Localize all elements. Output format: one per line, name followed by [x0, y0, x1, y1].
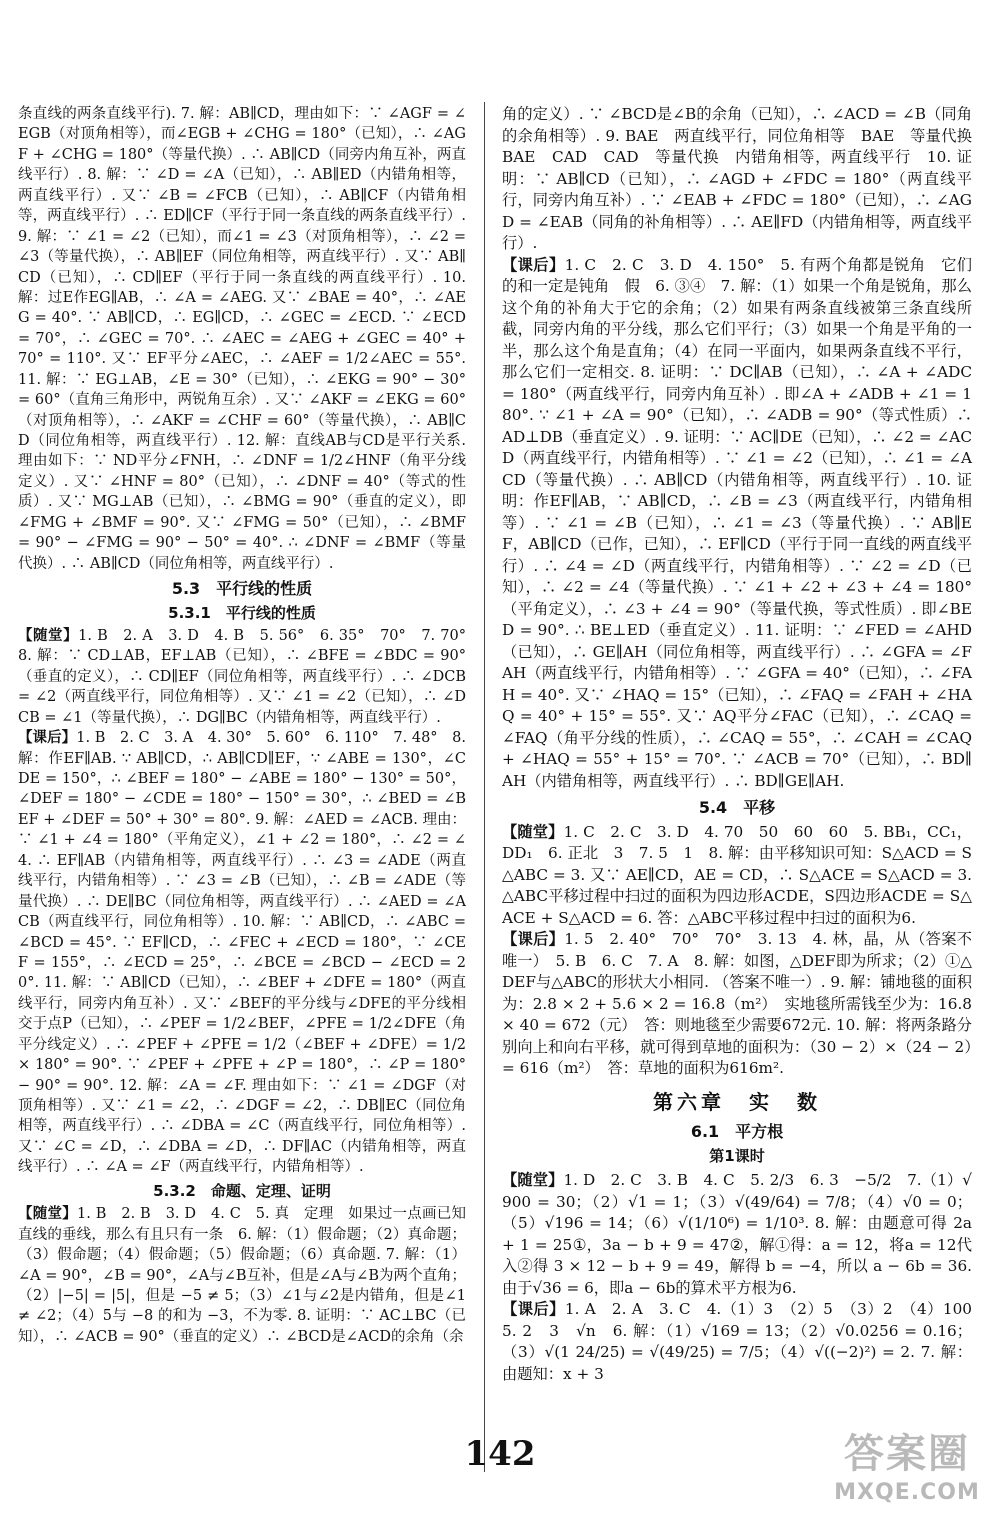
answer-paragraph [502, 822, 972, 930]
answer-paragraph [502, 1170, 972, 1299]
page-number: 142 [464, 1434, 536, 1474]
section-heading: 5.4 平移 [698, 798, 776, 817]
practice-tag: 【随堂】 [18, 627, 79, 644]
section-heading: 6.1 平方根 [690, 1122, 784, 1141]
answer-text: 1. A 2. A 3. C 4.（1）3 （2）5 （3）2 （4）100 5. 2 3 √n 6. 解：（1）√169 = 13；（2）√0.0256 = 0.16；（3）√(1 24/25) = √(49/25) = 7/5；（4）√((−2)²) = 2. 7. 解：由题知：x + 3 [502, 1300, 988, 1383]
answer-paragraph [502, 1299, 988, 1385]
watermark-logo [828, 1428, 986, 1516]
answer-text: 1. B 2. A 3. D 4. B 5. 56° 6. 35° 70° 7. 70° 8. 解：∵ CD⊥AB，EF⊥AB（已知），∴ ∠BFE = ∠BDC = 90°（垂直的定义），∴ CD∥EF（同位角相等，两直线平行）. ∴ ∠DCB = ∠2（两直线平行，同位角相等）. 又∵ ∠1 = ∠2（已知），∴ ∠DCB = ∠1（等量代换），∴ DG∥BC（内错角相等，两直线平行）. [18, 627, 481, 726]
answer-paragraph [502, 929, 972, 1080]
subsection-heading: 5.3.1 平行线的性质 [168, 603, 316, 622]
answer-paragraph [502, 255, 972, 793]
answer-paragraph [18, 626, 481, 728]
answer-text: 1. C 2. C 3. D 4. 150° 5. 有两个角都是锐角 它们的和一定是钝角 假 6. ③④ 7. 解：（1）如果一个角是锐角，那么这个角的补角大于它的余角；（2）如果有两条直线被第三条直线所截，同旁内角的平分线，那么它们平行；（3）如果一个角是平角的一半，那么这个角是直角；（4）在同一平面内，如果两条直线不平行，那么它们一定相交. 8. 证明：∵ DC∥AB（已知），∴ ∠A + ∠ADC = 180°（两直线平行，同旁内角互补）. 即∠A + ∠ADB + ∠1 = 180°. ∵ ∠1 + ∠A = 90°（已知），∴ ∠ADB = 90°（等式性质）∴ AD⊥DB（垂直定义）. 9. 证明：∵ AC∥DE（已知），∴ ∠2 = ∠ACD（两直线平行，内错角相等）. ∵ ∠1 = ∠2（已知），∴ ∠1 = ∠ACD（等量代换）. ∴ AB∥CD（内错角相等，两直线平行）. 10. 证明：作EF∥AB，∵ AB∥CD，∴ ∠B = ∠3（两直线平行，内错角相等）. ∵ ∠1 = ∠B（已知），∴ ∠1 = ∠3（等量代换）. ∵ AB∥EF，AB∥CD（已作，已知），∴ EF∥CD（平行于同一直线的两直线平行）. ∴ ∠4 = ∠D（两直线平行，内错角相等）. ∵ ∠2 = ∠D（已知），∴ ∠2 = ∠4（等量代换）. ∵ ∠1 + ∠2 + ∠3 + ∠4 = 180°（平角定义），∴ ∠3 + ∠4 = 90°（等量代换，等式性质）. 即∠BED = 90°. ∴ BE⊥ED（垂直定义）. 11. 证明：∵ ∠FED = ∠AHD（已知），∴ GE∥AH（同位角相等，两直线平行）. ∴ ∠GFA = ∠FAH（两直线平行，内错角相等）. ∵ ∠GFA = 40°（已知），∴ ∠FAH = 40°. 又∵ ∠HAQ = 15°（已知），∴ ∠FAQ = ∠FAH + ∠HAQ = 40° + 15° = 55°. 又∵ AQ平分∠FAC（已知），∴ ∠CAQ = ∠FAQ（角平分线的性质），∴ ∠CAQ = 55°，∴ ∠CAH = ∠CAQ + ∠HAQ = 55° + 15° = 70°. ∵ ∠ACB = 70°（已知），∴ BD∥AH（内错角相等，两直线平行）. ∴ BD∥GE∥AH. [502, 255, 972, 790]
answer-text: 1. D 2. C 3. B 4. C 5. 2/3 6. 3 −5/2 7.（1）√900 = 30；（2）√1 = 1；（3）√(49/64) = 7/8；（4）√0 = 0；（5）√196 = 14；（6）√(1/10⁶) = 1/10³. 8. 解：由题意可得 2a + 1 = 25①，3a − b + 9 = 47②，解①得：a = 12，将a = 12代入②得 3 × 12 − b + 9 = 49，解得 b = −4，所以 a − 6b = 36. 由于√36 = 6，即a − 6b的算术平方根为6. [502, 1171, 972, 1297]
answer-text: 1. B 2. B 3. D 4. C 5. 真 定理 如果过一点画已知直线的垂线，那么有且只有一条 6. 解：（1）假命题；（2）真命题；（3）假命题；（4）假命题；（5）假命题；（6）真命题. 7. 解：（1）∠A = 90°，∠B = 90°，∠A与∠B互补，但是∠A与∠B为两个直角；（2）|−5| = |5|，但是 −5 ≠ 5；（3）∠1与∠2是内错角，但是∠1 ≠ ∠2；（4）5与 −8 的和为 −3，不为零. 8. 证明：∵ AC⊥BC（已知），∴ ∠ACB = 90°（垂直的定义）∴ ∠BCD是∠ACD的余角（余 [18, 1206, 466, 1345]
chapter-title: 第六章 实 数 [653, 1089, 821, 1114]
section-heading: 5.3 平行线的性质 [171, 579, 313, 599]
answer-text: 1. B 2. C 3. A 4. 30° 5. 60° 6. 110° 7. 48° 8. 解：作EF∥AB. ∵ AB∥CD，∴ AB∥CD∥EF，∵ ∠ABE = 130°，∠CDE = 150°，∴ ∠BEF = 180° − ∠ABE = 180° − 130° = 50°，∠DEF = 180° − ∠CDE = 180° − 150° = 30°，∴ ∠BED = ∠BEF + ∠DEF = 50° + 30° = 80°. 9. 解：∠AED = ∠ACB. 理由：∵ ∠1 + ∠4 = 180°（平角定义），∠1 + ∠2 = 180°，∴ ∠2 = ∠4. ∴ EF∥AB（内错角相等，两直线平行）. ∴ ∠3 = ∠ADE（两直线平行，内错角相等）. ∵ ∠3 = ∠B（已知），∴ ∠B = ∠ADE（等量代换）. ∴ DE∥BC（同位角相等，两直线平行）. ∴ ∠AED = ∠ACB（两直线平行，同位角相等）. 10. 解：∵ AB∥CD，∴ ∠ABC = ∠BCD = 45°. ∵ EF∥CD，∴ ∠FEC + ∠ECD = 180°，∵ ∠CEF = 155°，∴ ∠ECD = 25°，∴ ∠BCE = ∠BCD − ∠ECD = 20°. 11. 解：∵ AB∥CD（已知），∴ ∠BEF + ∠DFE = 180°（两直线平行，同旁内角互补）. 又∵ ∠BEF的平分线与∠DFE的平分线相交于点P（已知），∴ ∠PEF = 1/2∠BEF，∠PFE = 1/2∠DFE（角平分线定义）. ∴ ∠PEF + ∠PFE = 1/2（∠BEF + ∠DFE）= 1/2 × 180° = 90°. ∵ ∠PEF + ∠PFE + ∠P = 180°，∴ ∠P = 180° − 90° = 90°. 12. 解：∠A = ∠F. 理由如下：∵ ∠1 = ∠DGF（对顶角相等）. 又∵ ∠1 = ∠2，∴ ∠DGF = ∠2，∴ DB∥EC（同位角相等，两直线平行）. ∴ ∠DBA = ∠C（两直线平行，同位角相等）. 又∵ ∠C = ∠D，∴ ∠DBA = ∠D，∴ DF∥AC（内错角相等，两直线平行）. ∴ ∠A = ∠F（两直线平行，内错角相等）. [18, 730, 466, 1176]
practice-tag: 【随堂】 [18, 1206, 77, 1223]
practice-tag: 【随堂】 [502, 822, 564, 841]
watermark-logo-text: 答案圈 [844, 1431, 970, 1477]
homework-tag: 【课后】 [502, 930, 565, 948]
answer-paragraph [18, 1204, 466, 1347]
watermark-url: MXQE.COM [834, 1480, 980, 1505]
practice-tag: 【随堂】 [502, 1171, 564, 1189]
answer-text: 1. C 2. C 3. D 4. 70 50 60 60 5. BB₁，CC₁，DD₁ 6. 正北 3 7. 5 1 8. 解：由平移知识可知：S△ACD = S△ABC = 3. 又∵ AE∥CD，AE = CD，∴ S△ACE = S△ACD = 3. △ABC平移过程中扫过的面积为四边形ACDE，S四边形ACDE = S△ACE + S△ACD = 6. 答：△ABC平移过程中扫过的面积为6. [502, 822, 973, 927]
lesson-heading: 第1课时 [709, 1146, 765, 1165]
homework-tag: 【课后】 [502, 1300, 565, 1318]
answer-paragraph: 条直线的两条直线平行). 7. 解：AB∥CD，理由如下：∵ ∠AGF = ∠EGB（对顶角相等），而∠EGB + ∠CHG = 180°（已知），∴ ∠AGF + ∠CHG = 180°（等量代换）. ∴ AB∥CD（同旁内角互补，两直线平行）. 8. 解：∵ ∠D = ∠A（已知），∴ AB∥ED（内错角相等，两直线平行）. 又∵ ∠B = ∠FCB（已知），∴ AB∥CF（内错角相等，两直线平行）. ∴ ED∥CF（平行于同一条直线的两条直线平行）. 9. 解：∵ ∠1 = ∠2（已知），而∠1 = ∠3（对顶角相等），∴ ∠2 = ∠3（等量代换），∴ AB∥EF（同位角相等，两直线平行）. 又∵ AB∥CD（已知），∴ CD∥EF（平行于同一条直线的两直线平行）. 10. 解：过E作EG∥AB，∴ ∠A = ∠AEG. 又∵ ∠BAE = 40°，∴ ∠AEG = 40°. ∵ AB∥CD，∴ EG∥CD，∴ ∠GEC = ∠ECD. ∵ ∠ECD = 70°，∴ ∠GEC = 70°. ∴ ∠AEC = ∠AEG + ∠GEC = 40° + 70° = 110°. 又∵ EF平分∠AEC，∴ ∠AEF = 1/2∠AEC = 55°. 11. 解：∵ EG⊥AB，∠E = 30°（已知），∴ ∠EKG = 90° − 30° = 60°（直角三角形中，两锐角互余）. 又∵ ∠AKF = ∠EKG = 60°（对顶角相等），∴ ∠AKF = ∠CHF = 60°（等量代换），∴ AB∥CD（同位角相等，两直线平行）. 12. 解：直线AB与CD是平行关系. 理由如下：∵ ND平分∠FNH，∴ ∠DNF = 1/2∠HNF（角平分线定义）. 又∵ ∠HNF = 80°（已知），∴ ∠DNF = 40°（等式的性质）. 又∵ MG⊥AB（已知），∴ ∠BMG = 90°（垂直的定义），即∠FMG + ∠BMF = 90°. 又∵ ∠FMG = 50°（已知），∴ ∠BMF = 90° − ∠FMG = 90° − 50° = 40°. ∴ ∠DNF = ∠BMF（等量代换）. ∴ AB∥CD（同位角相等，两直线平行）. [18, 106, 466, 572]
homework-tag: 【课后】 [502, 255, 565, 274]
right-column [502, 104, 988, 1385]
answer-text: 1. 5 2. 40° 70° 70° 3. 13 4. 林，晶，从（答案不唯一） 5. B 6. C 7. A 8. 解：如图，△DEF即为所求；（2）①△DEF与△ABC的形状大小相同. （答案不唯一）. 9. 解：铺地毯的面积为：2.8 × 2 + 5.6 × 2 = 16.8（m²） 实地毯所需钱至少为：16.8 × 40 = 672（元） 答：则地毯至少需要672元. 10. 解：将两条路分别向上和向右平移，就可得到草地的面积为：（30 − 2）×（24 − 2）= 616（m²） 答：草地的面积为616m². [502, 930, 972, 1077]
homework-tag: 【课后】 [18, 730, 77, 747]
answer-paragraph: 角的定义）. ∵ ∠BCD是∠B的余角（已知），∴ ∠ACD = ∠B（同角的余角相等）. 9. BAE 两直线平行，同位角相等 BAE 等量代换 BAE CAD CAD 等量代换 内错角相等，两直线平行 10. 证明：∵ AB∥CD（已知），∴ ∠AGD + ∠FDC = 180°（两直线平行，同旁内角互补）. ∵ ∠EAB + ∠FDC = 180°（已知），∴ ∠AGD = ∠EAB（同角的补角相等）. ∴ AE∥FD（内错角相等，两直线平行）. [502, 105, 988, 252]
column-divider [484, 102, 485, 1472]
left-column [18, 104, 481, 1347]
answer-paragraph [18, 728, 466, 1178]
subsection-heading: 5.3.2 命题、定理、证明 [153, 1181, 331, 1200]
